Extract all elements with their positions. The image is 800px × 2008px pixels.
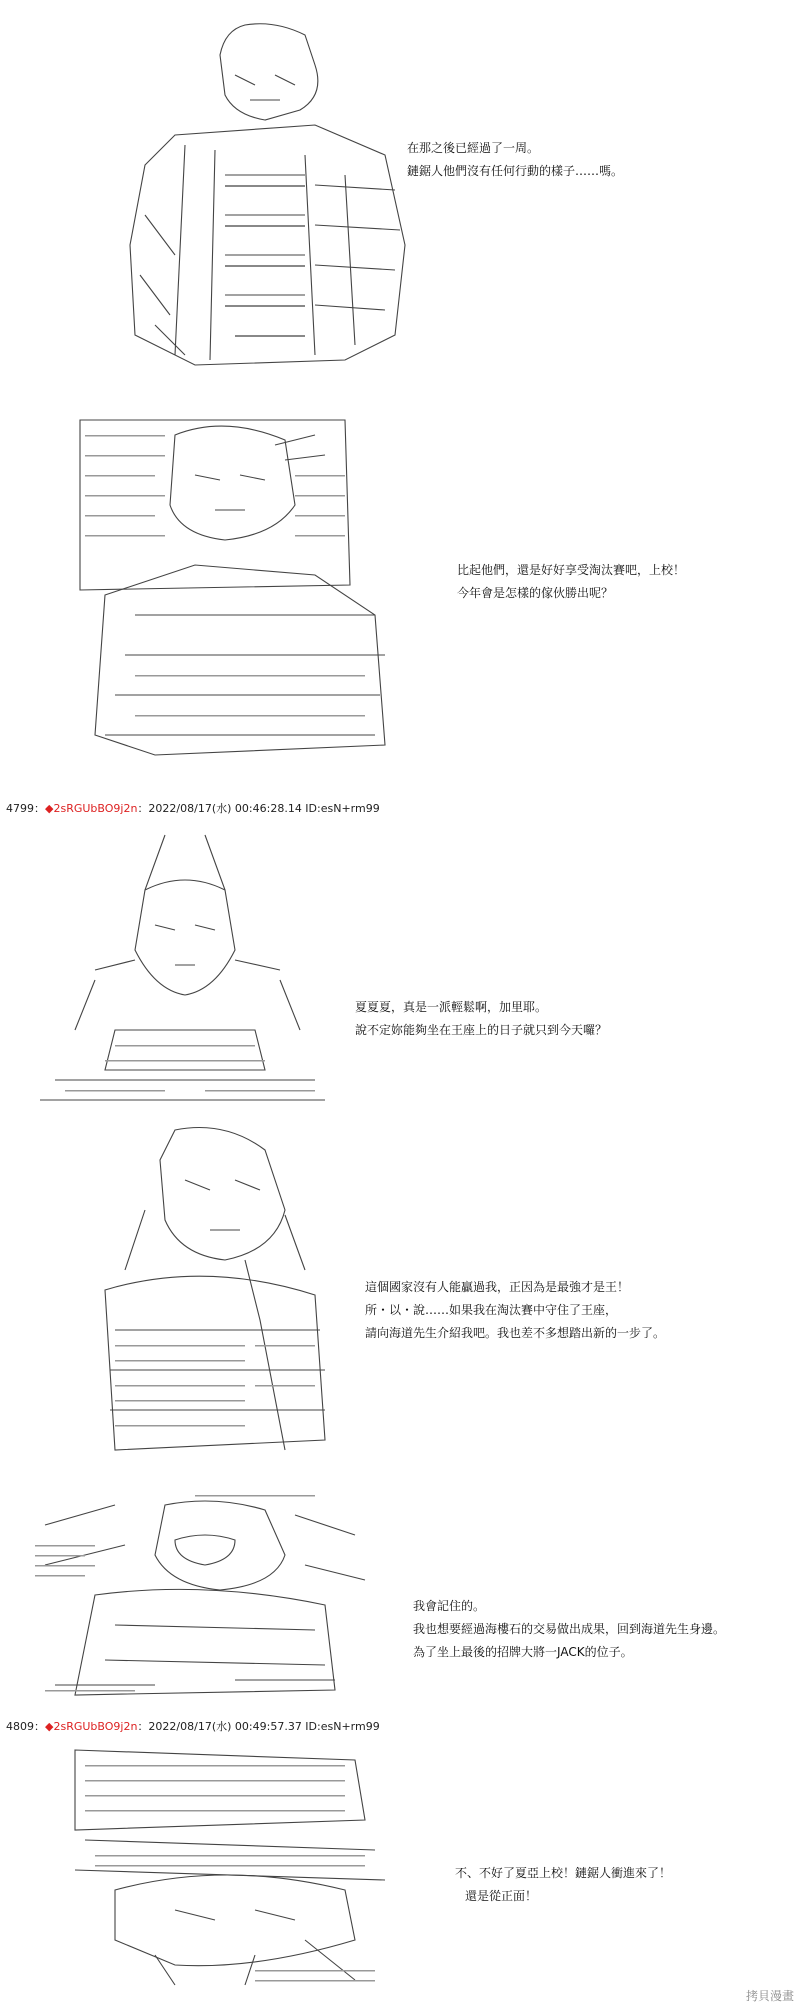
post-separator: ： <box>34 1720 45 1733</box>
post-tripcode: ◆2sRGUbBO9j2n <box>45 802 138 815</box>
post-separator: ： <box>34 802 45 815</box>
dialogue-line: 請向海道先生介紹我吧。我也差不多想踏出新的一步了。 <box>365 1326 666 1340</box>
ascii-art-figure-3 <box>35 830 335 1110</box>
post-timestamp: ：2022/08/17(水) 00:49:57.37 ID:esN+rm99 <box>137 1720 380 1733</box>
dialogue-line: 我會記住的。 <box>413 1599 486 1613</box>
post-panel-5 <box>0 1480 800 1710</box>
post-tripcode: ◆2sRGUbBO9j2n <box>45 1720 138 1733</box>
dialogue-line: 我也想要經過海樓石的交易做出成果，回到海道先生身邊。 <box>413 1622 726 1636</box>
dialogue-line: 比起他們，還是好好享受淘汰賽吧，上校！ <box>457 563 686 577</box>
dialogue-line: 還是從正面！ <box>465 1889 538 1903</box>
ascii-art-figure-1 <box>115 15 415 385</box>
post-timestamp: ：2022/08/17(水) 00:46:28.14 ID:esN+rm99 <box>137 802 380 815</box>
post-header-4809 <box>6 1718 380 1734</box>
post-header-4799 <box>6 800 380 816</box>
dialogue-line: 夏夏夏，真是一派輕鬆啊，加里耶。 <box>355 1000 548 1014</box>
dialogue-line: 今年會是怎樣的傢伙勝出呢？ <box>457 586 614 600</box>
post-panel-6 <box>0 1735 800 2008</box>
dialogue-line: 所・以・說……如果我在淘汰賽中守住了王座， <box>365 1303 618 1317</box>
dialogue-line: 為了坐上最後的招牌大將一JACK的位子。 <box>413 1645 633 1659</box>
post-number[interactable]: 4799 <box>6 802 34 815</box>
dialogue-line: 說不定妳能夠坐在王座上的日子就只到今天囉？ <box>355 1023 608 1037</box>
ascii-art-figure-4 <box>85 1120 335 1460</box>
watermark-text: 拷貝漫畫 <box>745 1989 794 2003</box>
ascii-art-figure-2 <box>75 415 405 785</box>
dialogue-line: 在那之後已經過了一周。 <box>407 141 540 155</box>
dialogue-line: 不、不好了夏亞上校！鏈鋸人衝進來了！ <box>455 1866 672 1880</box>
post-panel-2 <box>0 400 800 795</box>
post-panel-4 <box>0 1115 800 1470</box>
dialogue-line: 鏈鋸人他們沒有任何行動的樣子……嗎。 <box>407 164 624 178</box>
dialogue-line: 這個國家沒有人能贏過我，正因為是最強才是王！ <box>365 1280 630 1294</box>
ascii-art-figure-6 <box>55 1740 395 1995</box>
post-panel-1 <box>0 0 800 395</box>
ascii-art-figure-5 <box>35 1485 375 1705</box>
post-panel-3 <box>0 815 800 1115</box>
post-number[interactable]: 4809 <box>6 1720 34 1733</box>
